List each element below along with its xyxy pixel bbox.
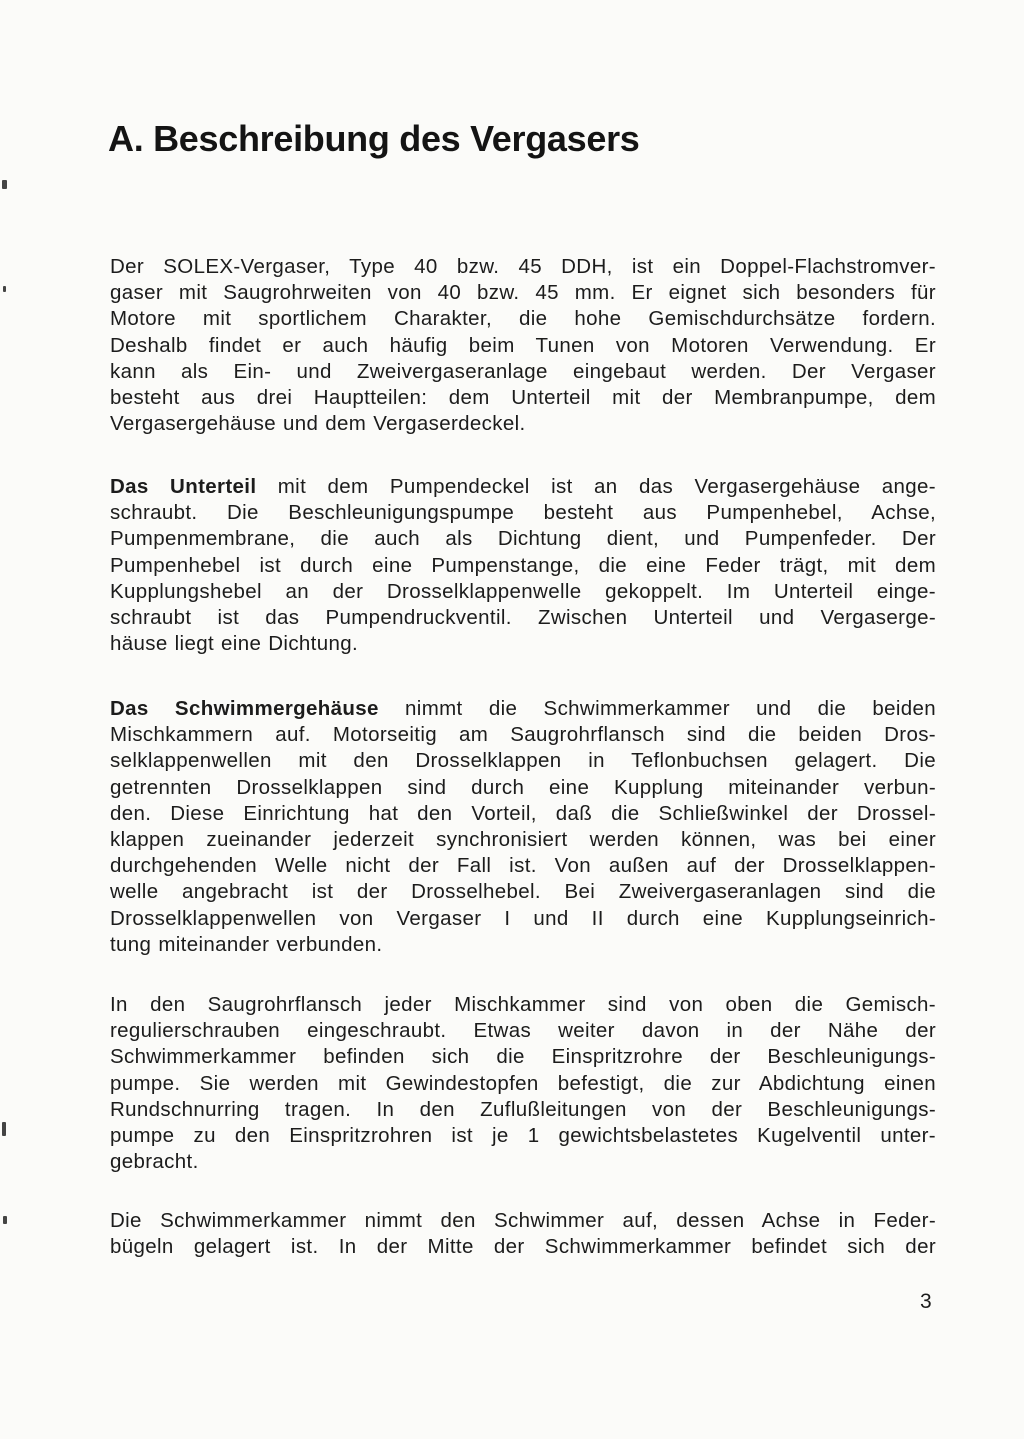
text-line: durchgehenden Welle nicht der Fall ist. Von außen auf der Drosselklappen- [110, 854, 936, 878]
paragraph-schwimmergehaeuse [110, 696, 936, 958]
scan-speck [3, 286, 6, 292]
text-line: Pumpenmembrane, die auch als Dichtung dient, und Pumpenfeder. Der [110, 527, 936, 551]
text-line: kann als Ein- und Zweivergaseranlage eingebaut werden. Der Vergaser [110, 359, 936, 383]
text-line: Kupplungshebel an der Drosselklappenwelle gekoppelt. Im Unterteil einge- [110, 579, 936, 603]
text-line: getrennten Drosselklappen sind durch eine Kupplung miteinander verbun- [110, 775, 936, 799]
text-line: schraubt ist das Pumpendruckventil. Zwischen Unterteil und Vergaserge- [110, 606, 936, 630]
text-line: gaser mit Saugrohrweiten von 40 bzw. 45 mm. Er eignet sich besonders für [110, 281, 936, 305]
scan-speck [2, 180, 7, 189]
text-line [110, 474, 936, 500]
paragraph-lead: Das Schwimmergehäuse [110, 697, 379, 720]
text-line: Rundschnurring tragen. In den Zuflußleitungen von der Beschleunigungs- [110, 1097, 936, 1121]
paragraph-text [110, 1208, 936, 1260]
text-line [110, 696, 936, 722]
text-segment: nimmt die Schwimmerkammer und die beiden [378, 697, 937, 720]
text-line: besteht aus drei Hauptteilen: dem Unterteil mit der Membranpumpe, dem [110, 386, 936, 410]
paragraph-unterteil [110, 474, 936, 657]
text-line: gebracht. [110, 1150, 199, 1174]
paragraph-text [110, 696, 936, 958]
text-line: Der SOLEX-Vergaser, Type 40 bzw. 45 DDH, ist ein Doppel-Flachstromver- [110, 255, 936, 278]
text-line: schraubt. Die Beschleunigungspumpe besteht aus Pumpenhebel, Achse, [110, 501, 936, 525]
scan-speck [3, 1216, 7, 1224]
text-line: pumpe. Sie werden mit Gewindestopfen befestigt, die zur Abdichtung einen [110, 1071, 936, 1095]
paragraph-text [110, 992, 936, 1175]
text-line: Motore mit sportlichem Charakter, die hohe Gemischdurchsätze fordern. [110, 307, 936, 331]
text-line: Deshalb findet er auch häufig beim Tunen von Motoren Verwendung. Er [110, 333, 936, 357]
paragraph-text [110, 474, 936, 657]
paragraph-schwimmerkammer [110, 1208, 936, 1260]
paragraph-intro [110, 254, 936, 437]
scan-speck [2, 1122, 6, 1136]
page-heading: A. Beschreibung des Vergasers [108, 118, 640, 159]
paragraph-saugrohrflansch [110, 992, 936, 1175]
text-line: häuse liegt eine Dichtung. [110, 632, 359, 656]
text-line: Drosselklappenwellen von Vergaser I und II durch eine Kupplungseinrich- [110, 906, 936, 930]
text-line: den. Diese Einrichtung hat den Vorteil, daß die Schließwinkel der Drossel- [110, 801, 936, 825]
text-line: Pumpenhebel ist durch eine Pumpenstange, die eine Feder trägt, mit dem [110, 553, 936, 577]
text-line: welle angebracht ist der Drosselhebel. Bei Zweivergaseranlagen sind die [110, 880, 936, 904]
paragraph-lead: Das Unterteil [110, 475, 257, 498]
text-segment: mit dem Pumpendeckel ist an das Vergasergehäuse ange- [256, 475, 936, 498]
text-line: In den Saugrohrflansch jeder Mischkammer sind von oben die Gemisch- [110, 993, 936, 1016]
text-line: Mischkammern auf. Motorseitig am Saugrohrflansch sind die beiden Dros- [110, 723, 936, 747]
page-number: 3 [920, 1290, 932, 1313]
text-line: Schwimmerkammer befinden sich die Einspritzrohre der Beschleunigungs- [110, 1045, 936, 1069]
text-line: bügeln gelagert ist. In der Mitte der Schwimmerkammer befindet sich der [110, 1235, 936, 1259]
text-line: Vergasergehäuse und dem Vergaserdeckel. [110, 412, 526, 436]
text-line: Die Schwimmerkammer nimmt den Schwimmer auf, dessen Achse in Feder- [110, 1209, 936, 1232]
text-line: tung miteinander verbunden. [110, 932, 383, 956]
text-line: selklappenwellen mit den Drosselklappen in Teflonbuchsen gelagert. Die [110, 749, 936, 773]
text-line: pumpe zu den Einspritzrohren ist je 1 gewichtsbelastetes Kugelventil unter- [110, 1124, 936, 1148]
text-line: klappen zueinander jederzeit synchronisiert werden können, was bei einer [110, 828, 936, 852]
text-line: regulierschrauben eingeschraubt. Etwas weiter davon in der Nähe der [110, 1019, 936, 1043]
paragraph-text [110, 254, 936, 437]
